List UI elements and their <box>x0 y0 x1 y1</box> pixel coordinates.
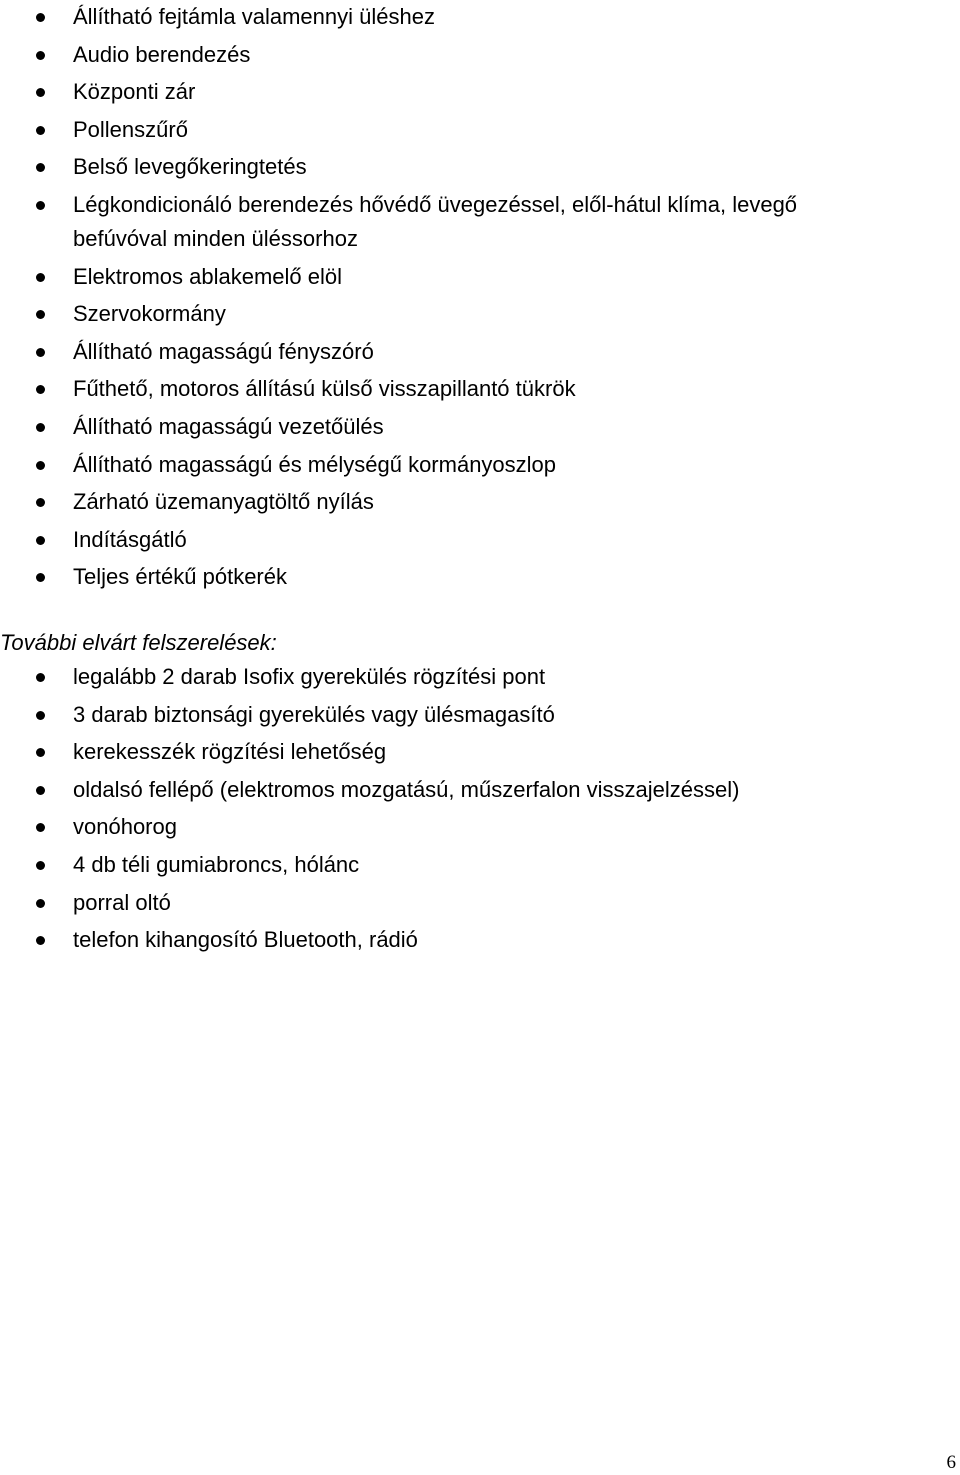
list-item: Pollenszűrő <box>0 113 900 147</box>
equipment-list <box>0 0 900 598</box>
additional-equipment-heading: További elvárt felszerelések: <box>0 630 277 655</box>
bullet-icon <box>36 899 45 908</box>
list-item: Audio berendezés <box>0 38 900 72</box>
bullet-icon <box>36 673 45 682</box>
list-item: 3 darab biztonsági gyerekülés vagy ülésmagasító <box>0 698 900 732</box>
list-item: kerekesszék rögzítési lehetőség <box>0 735 900 769</box>
bullet-icon <box>36 310 45 319</box>
bullet-icon <box>36 88 45 97</box>
list-item: Belső levegőkeringtetés <box>0 150 900 184</box>
bullet-icon <box>36 201 45 210</box>
list-item: Állítható magasságú fényszóró <box>0 335 900 369</box>
bullet-icon <box>36 748 45 757</box>
list-item: Központi zár <box>0 75 900 109</box>
list-item: Szervokormány <box>0 297 900 331</box>
list-item: 4 db téli gumiabroncs, hólánc <box>0 848 900 882</box>
bullet-icon <box>36 348 45 357</box>
list-item: telefon kihangosító Bluetooth, rádió <box>0 923 900 957</box>
bullet-icon <box>36 273 45 282</box>
bullet-icon <box>36 126 45 135</box>
list-item: porral oltó <box>0 886 900 920</box>
bullet-icon <box>36 385 45 394</box>
list-item: Állítható magasságú vezetőülés <box>0 410 900 444</box>
bullet-icon <box>36 498 45 507</box>
bullet-icon <box>36 711 45 720</box>
bullet-icon <box>36 573 45 582</box>
list-item: oldalsó fellépő (elektromos mozgatású, műszerfalon visszajelzéssel) <box>0 773 900 807</box>
bullet-icon <box>36 936 45 945</box>
bullet-icon <box>36 536 45 545</box>
bullet-icon <box>36 13 45 22</box>
bullet-icon <box>36 51 45 60</box>
list-item: legalább 2 darab Isofix gyerekülés rögzítési pont <box>0 660 900 694</box>
list-item: Elektromos ablakemelő elöl <box>0 260 900 294</box>
bullet-icon <box>36 423 45 432</box>
bullet-icon <box>36 786 45 795</box>
bullet-icon <box>36 461 45 470</box>
list-item: Állítható fejtámla valamennyi üléshez <box>0 0 900 34</box>
list-item: vonóhorog <box>0 810 900 844</box>
page-number: 6 <box>946 1452 956 1473</box>
bullet-icon <box>36 823 45 832</box>
list-item: Indításgátló <box>0 523 900 557</box>
bullet-icon <box>36 861 45 870</box>
additional-equipment-list <box>0 660 900 961</box>
list-item: Állítható magasságú és mélységű kormányoszlop <box>0 448 900 482</box>
list-item: Teljes értékű pótkerék <box>0 560 900 594</box>
bullet-icon <box>36 163 45 172</box>
list-item: Fűthető, motoros állítású külső visszapillantó tükrök <box>0 372 900 406</box>
list-item: Légkondicionáló berendezés hővédő üvegezéssel, elől-hátul klíma, levegő befúvóval minden üléssorhoz <box>0 188 883 256</box>
list-item: Zárható üzemanyagtöltő nyílás <box>0 485 900 519</box>
